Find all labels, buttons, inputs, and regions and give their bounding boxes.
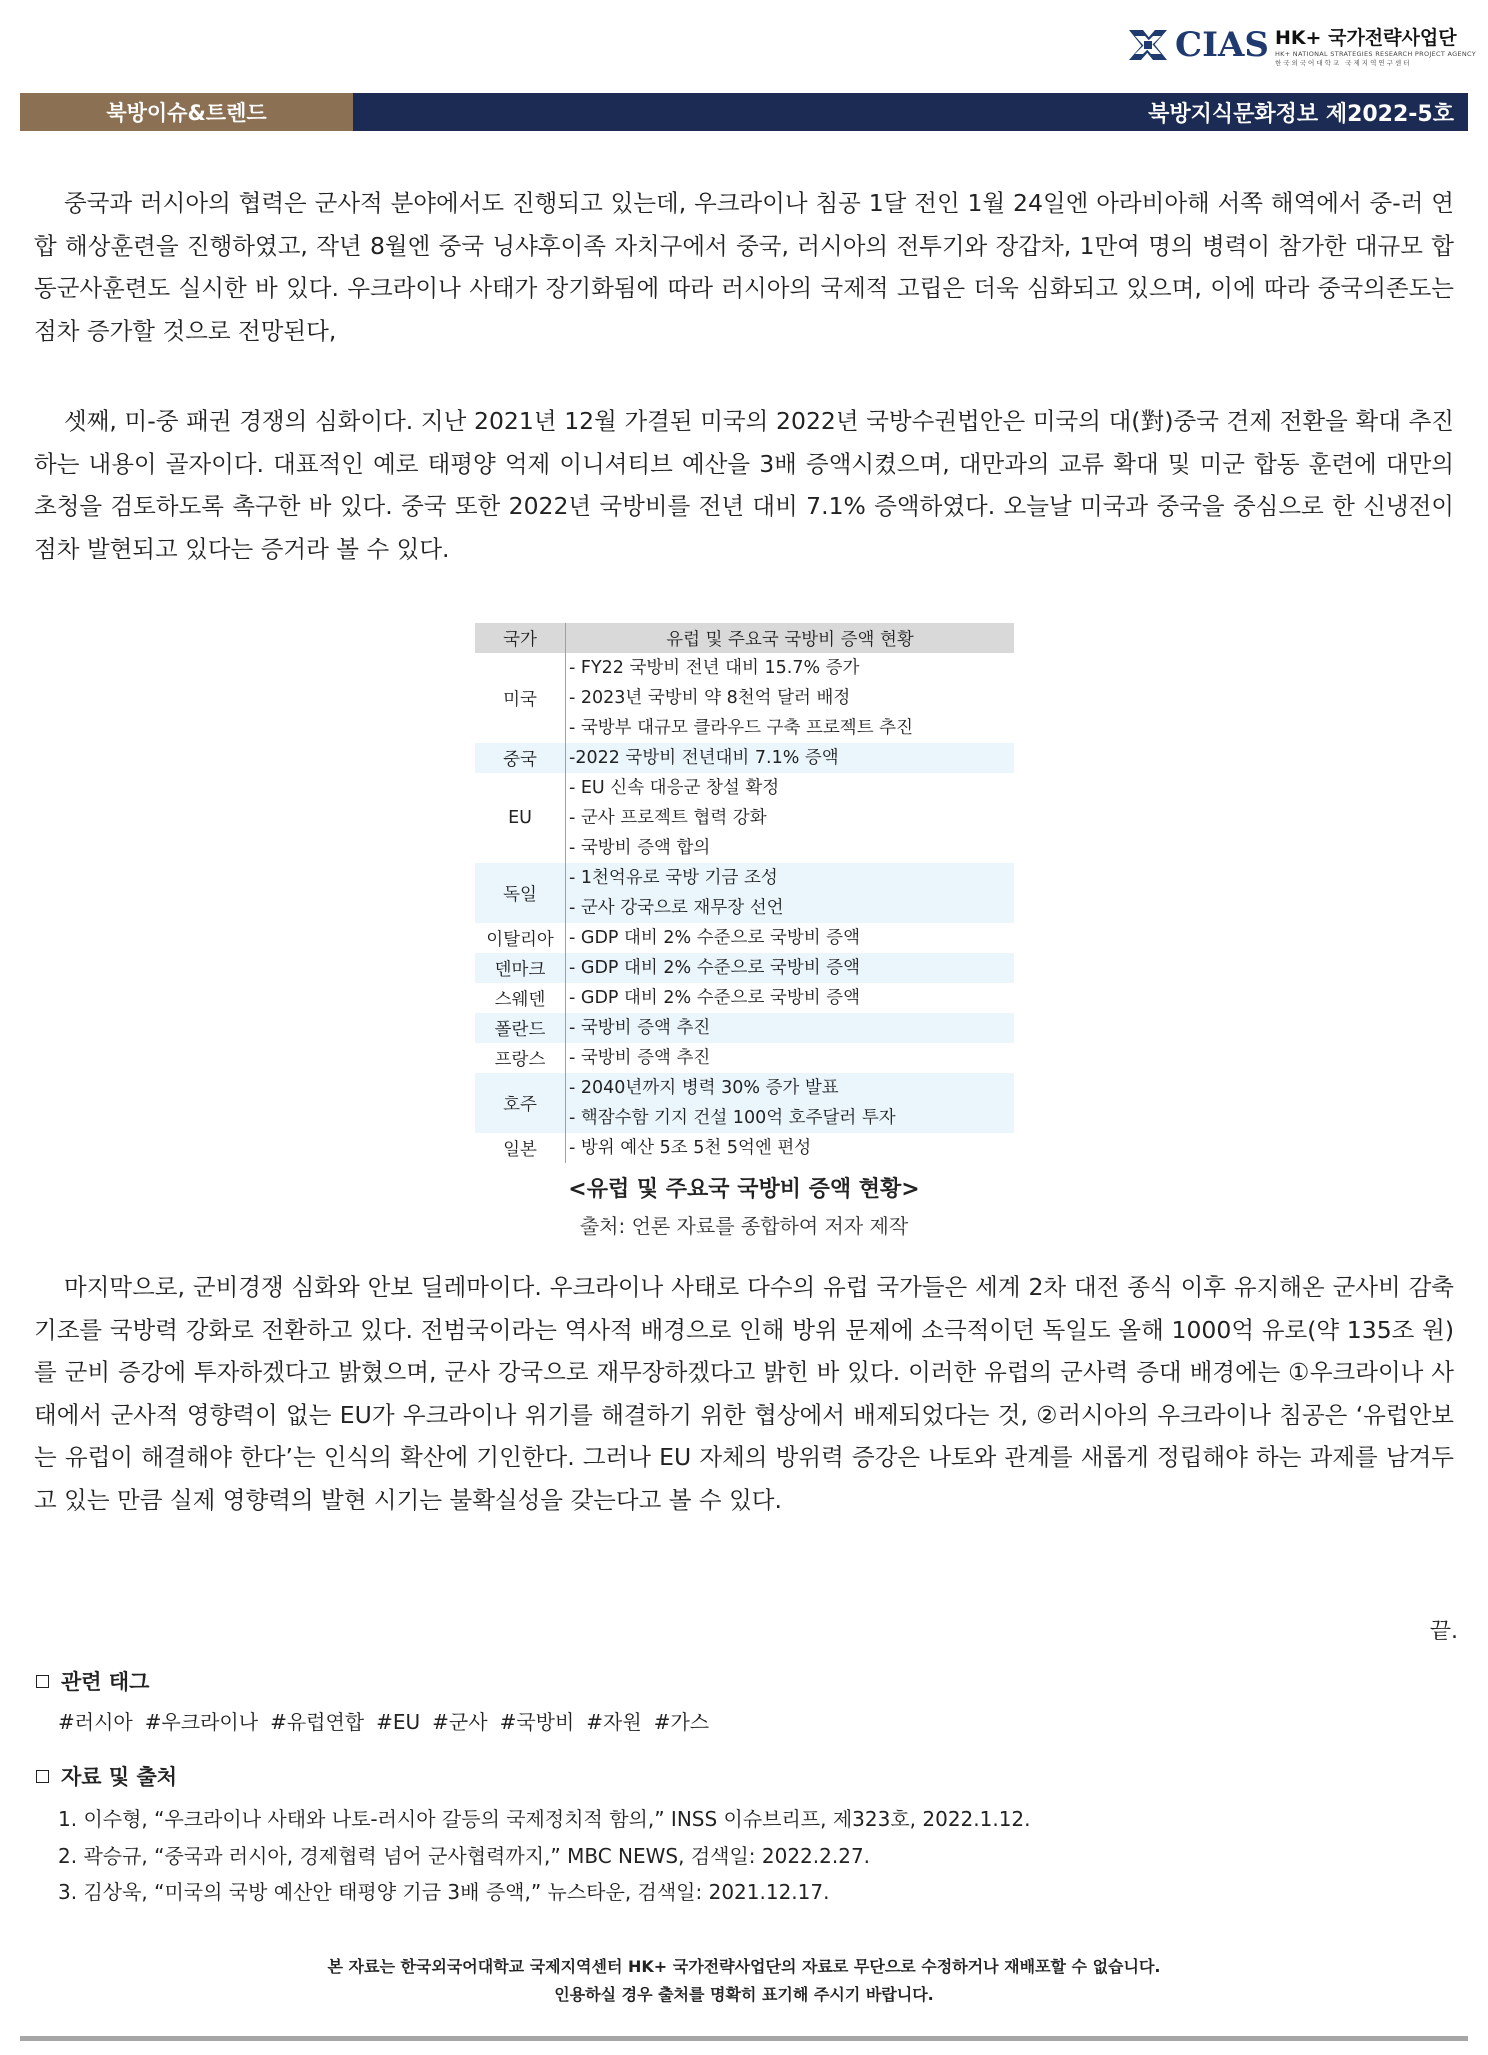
tag: #자원 xyxy=(586,1710,642,1734)
table-header-country: 국가 xyxy=(475,623,566,653)
tag: #가스 xyxy=(653,1710,710,1734)
table-row xyxy=(475,773,1014,863)
table-source: 출처: 언론 자료를 종합하여 저자 제작 xyxy=(579,1214,909,1238)
table-row xyxy=(475,863,1014,923)
table-cell-items xyxy=(566,773,1015,863)
table-item-line: - FY22 국방비 전년 대비 15.7% 증가 xyxy=(569,658,860,678)
paragraph-arms-race: 마지막으로, 군비경쟁 심화와 안보 딜레마이다. 우크라이나 사태로 다수의 유럽 국가들은 세계 2차 대전 종식 이후 유지해온 군사비 감축 기조를 국방력 강화로 전환하고 있다. 전범국이라는 역사적 배경으로 인해 방위 문제에 소극적이던 독일도 올해 1000억 유로(약 135조 원)를 군비 증강에 투자하겠다고 밝혔으며, 군사 강국으로 재무장하겠다고 밝힌 바 있다. 이러한 유럽의 군사력 증대 배경에는 ①우크라이나 사태에서 군사적 영향력이 없는 EU가 우크라이나 위기를 해결하기 위한 협상에서 배제되었다는 것, ②러시아의 우크라이나 침공은 ‘유럽안보는 유럽이 해결해야 한다’는 인식의 확산에 기인한다. 그러나 EU 자체의 방위력 증강은 나토와 관계를 새롭게 정립해야 하는 과제를 남겨두고 있는 만큼 실제 영향력의 발현 시기는 불확실성을 갖는다고 볼 수 있다. xyxy=(34,1273,1454,1514)
table-cell-items xyxy=(566,863,1015,923)
reference-list xyxy=(58,1801,1031,1911)
logo-title: HK+ 국가전략사업단 xyxy=(1274,27,1457,49)
table-item-line: - 국방비 증액 추진 xyxy=(569,1018,711,1038)
table-row xyxy=(475,1073,1014,1133)
table-header-row xyxy=(475,623,1014,653)
table-cell-items xyxy=(566,1133,1015,1163)
tag: #EU xyxy=(376,1710,421,1734)
tags-heading xyxy=(36,1666,149,1696)
footer-notice: 본 자료는 한국외국어대학교 국제지역센터 HK+ 국가전략사업단의 자료로 무단으로 수정하거나 재배포할 수 없습니다. xyxy=(327,1957,1161,1976)
table-cell-country: 중국 xyxy=(475,743,566,773)
table-item-line: - 군사 프로젝트 협력 강화 xyxy=(569,808,767,828)
logo-subtitle: HK+ NATIONAL STRATEGIES RESEARCH PROJECT AGENCY xyxy=(1274,50,1476,58)
table-cell-country: 스웨덴 xyxy=(475,983,566,1013)
section-label: 북방이슈&트렌드 xyxy=(20,93,353,131)
defense-budget-table xyxy=(475,623,1014,1163)
table-cell-items xyxy=(566,1013,1015,1043)
refs-heading xyxy=(36,1761,177,1791)
table-item-line: - 1천억유로 국방 기금 조성 xyxy=(569,868,778,888)
table-item-line: - 2040년까지 병력 30% 증가 발표 xyxy=(569,1078,839,1098)
table-row xyxy=(475,923,1014,953)
logo-subtitle-kr: 한국외국어대학교 국제지역연구센터 xyxy=(1274,59,1412,67)
table-item-line: - 국방비 증액 추진 xyxy=(569,1048,711,1068)
table-cell-country: 일본 xyxy=(475,1133,566,1163)
table-item-line: - GDP 대비 2% 수준으로 국방비 증액 xyxy=(569,958,860,978)
end-mark: 끝. xyxy=(1429,1619,1458,1644)
table-cell-items xyxy=(566,653,1015,743)
table-row xyxy=(475,1013,1014,1043)
table-cell-country: 프랑스 xyxy=(475,1043,566,1073)
table-item-line: - GDP 대비 2% 수준으로 국방비 증액 xyxy=(569,988,860,1008)
table-cell-country: 호주 xyxy=(475,1073,566,1133)
table-header-items: 유럽 및 주요국 국방비 증액 현황 xyxy=(566,623,1015,653)
table-cell-items xyxy=(566,1073,1015,1133)
table-item-line: - 군사 강국으로 재무장 선언 xyxy=(569,898,784,918)
table-cell-items xyxy=(566,923,1015,953)
paragraph-us-china: 셋째, 미-중 패권 경쟁의 심화이다. 지난 2021년 12월 가결된 미국의 2022년 국방수권법안은 미국의 대(對)중국 견제 전환을 확대 추진하는 내용이 골자이다. 대표적인 예로 태평양 억제 이니셔티브 예산을 3배 증액시켰으며, 대만과의 교류 확대 및 미군 합동 훈련에 대만의 초청을 검토하도록 촉구한 바 있다. 중국 또한 2022년 국방비를 전년 대비 7.1% 증액하였다. 오늘날 미국과 중국을 중심으로 한 신냉전이 점차 발현되고 있다는 증거라 볼 수 있다. xyxy=(34,407,1454,563)
table-cell-country: EU xyxy=(475,773,566,863)
cias-emblem-icon xyxy=(1125,22,1171,68)
table-item-line: - 2023년 국방비 약 8천억 달러 배정 xyxy=(569,688,851,708)
reference-item: 3. 김상욱, “미국의 국방 예산안 태평양 기금 3배 증액,” 뉴스타운, 검색일: 2021.12.17. xyxy=(58,1880,830,1904)
table-cell-country: 폴란드 xyxy=(475,1013,566,1043)
tag: #국방비 xyxy=(499,1710,575,1734)
tag: #군사 xyxy=(432,1710,488,1734)
logo-name: CIAS xyxy=(1175,25,1269,65)
table-item-line: -2022 국방비 전년대비 7.1% 증액 xyxy=(569,748,839,768)
tag: #우크라이나 xyxy=(144,1710,259,1734)
table-item-line: - 국방비 증액 합의 xyxy=(569,838,711,858)
table-row xyxy=(475,1043,1014,1073)
tag: #유럽연합 xyxy=(270,1710,365,1734)
table-row xyxy=(475,983,1014,1013)
cias-logo xyxy=(1125,22,1476,68)
checkbox-square-icon xyxy=(36,1770,49,1783)
paragraph-china-russia: 중국과 러시아의 협력은 군사적 분야에서도 진행되고 있는데, 우크라이나 침공 1달 전인 1월 24일엔 아라비아해 서쪽 해역에서 중-러 연합 해상훈련을 진행하였고, 작년 8월엔 중국 닝샤후이족 자치구에서 중국, 러시아의 전투기와 장갑차, 1만여 명의 병력이 참가한 대규모 합동군사훈련도 실시한 바 있다. 우크라이나 사태가 장기화됨에 따라 러시아의 국제적 고립은 더욱 심화되고 있으며, 이에 따라 중국의존도는 점차 증가할 것으로 전망된다, xyxy=(34,189,1454,345)
table-item-line: - GDP 대비 2% 수준으로 국방비 증액 xyxy=(569,928,860,948)
table-item-line: - 핵잠수함 기지 건설 100억 호주달러 투자 xyxy=(569,1108,896,1128)
table-cell-country: 독일 xyxy=(475,863,566,923)
footer-citation-notice: 인용하실 경우 출처를 명확히 표기해 주시기 바랍니다. xyxy=(554,1985,934,2004)
footer-rule xyxy=(20,2036,1468,2041)
reference-item: 2. 곽승규, “중국과 러시아, 경제협력 넘어 군사협력까지,” MBC NEWS, 검색일: 2022.2.27. xyxy=(58,1843,871,1868)
tags-heading-text: 관련 태그 xyxy=(61,1670,150,1694)
table-cell-items xyxy=(566,1043,1015,1073)
checkbox-square-icon xyxy=(36,1675,49,1688)
table-cell-items xyxy=(566,983,1015,1013)
table-item-line: - EU 신속 대응군 창설 확정 xyxy=(569,778,780,798)
tag: #러시아 xyxy=(58,1710,133,1734)
table-row xyxy=(475,1133,1014,1163)
table-cell-items xyxy=(566,743,1015,773)
table-row xyxy=(475,953,1014,983)
issue-number: 북방지식문화정보 제2022-5호 xyxy=(353,93,1468,131)
table-cell-items xyxy=(566,953,1015,983)
table-cell-country: 미국 xyxy=(475,653,566,743)
table-item-line: - 국방부 대규모 클라우드 구축 프로젝트 추진 xyxy=(569,718,913,738)
tag-list xyxy=(58,1706,721,1735)
table-cell-country: 덴마크 xyxy=(475,953,566,983)
refs-heading-text: 자료 및 출처 xyxy=(61,1765,178,1789)
table-row xyxy=(475,653,1014,743)
header-bar xyxy=(20,93,1468,131)
reference-item: 1. 이수형, “우크라이나 사태와 나토-러시아 갈등의 국제정치적 함의,” INSS 이슈브리프, 제323호, 2022.1.12. xyxy=(58,1807,1031,1831)
table-cell-country: 이탈리아 xyxy=(475,923,566,953)
table-caption: <유럽 및 주요국 국방비 증액 현황> xyxy=(568,1177,920,1202)
table-item-line: - 방위 예산 5조 5천 5억엔 편성 xyxy=(569,1138,812,1158)
table-row xyxy=(475,743,1014,773)
